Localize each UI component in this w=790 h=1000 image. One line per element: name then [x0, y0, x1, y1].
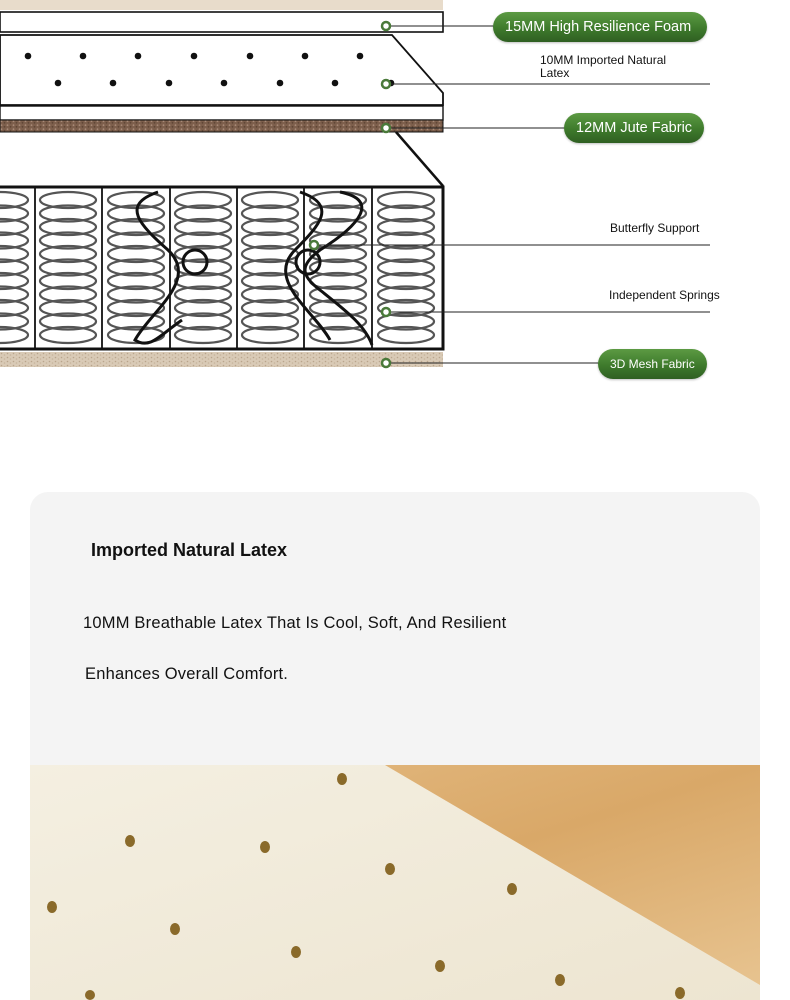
layer-connector — [396, 132, 443, 186]
jute-layer — [0, 120, 443, 132]
feature-description-line-2: Enhances Overall Comfort. — [85, 665, 289, 683]
label-butterfly: Butterfly Support — [610, 221, 700, 235]
label-foam: 15MM High Resilience Foam — [493, 12, 707, 42]
foam-layer — [0, 12, 443, 32]
latex-layer — [0, 35, 443, 105]
label-mesh: 3D Mesh Fabric — [598, 349, 707, 379]
label-springs: Independent Springs — [609, 288, 720, 302]
spring-layer — [0, 187, 443, 349]
latex-closeup-photo — [30, 765, 760, 1000]
feature-description-line-1: 10MM Breathable Latex That Is Cool, Soft, And Resilient — [83, 614, 507, 632]
top-cover-layer — [0, 0, 443, 10]
feature-card — [30, 492, 760, 1000]
mesh-layer — [0, 352, 443, 367]
separator-layer — [0, 106, 443, 120]
label-latex: 10MM Imported Natural Latex — [540, 53, 667, 80]
feature-title: Imported Natural Latex — [91, 540, 288, 560]
label-jute: 12MM Jute Fabric — [564, 113, 704, 143]
